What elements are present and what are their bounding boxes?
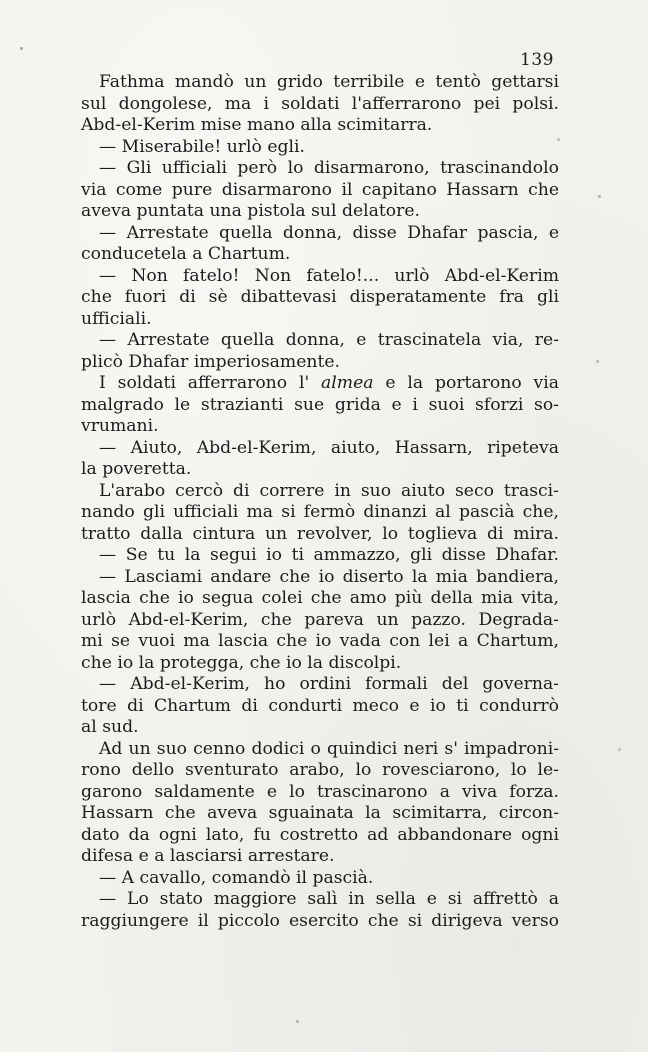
text-line: Ad un suo cenno dodici o quindici neri s' impadroni- [99,738,559,759]
text-line: garono saldamente e lo trascinarono a viva forza. [81,781,559,802]
paper-speck [598,195,601,198]
text-line: malgrado le strazianti sue grida e i suoi sforzi so- [81,394,559,415]
text-line: al sud. [81,717,139,737]
text-line: — Se tu la segui io ti ammazzo, gli disse Dhafar. [99,545,559,565]
text-line: — Abd-el-Kerim, ho ordini formali del governa- [99,674,559,694]
text-line: — Gli ufficiali però lo disarmarono, trascinandolo [99,158,559,178]
text-line: Abd-el-Kerim mise mano alla scimitarra. [81,115,433,135]
text-line: — Non fatelo! Non fatelo!... urlò Abd-el-Kerim [99,265,559,286]
text-line: — A cavallo, comandò il pascià. [99,867,374,888]
text-line: — Arrestate quella donna, disse Dhafar pascia, e [99,222,559,243]
text-line: — Lo stato maggiore salì in sella e si affrettò a [99,889,559,909]
text-line: L'arabo cercò di correre in suo aiuto seco trasci- [99,480,559,501]
text-line: Hassarn che aveva sguainata la scimitarra, circon- [81,803,559,823]
paper-speck [596,360,599,363]
text-line: che io la protegga, che io la discolpi. [81,652,402,673]
text-line: aveva puntata una pistola sul delatore. [81,201,420,221]
paper-speck [20,47,23,50]
text-line: vrumani. [81,416,159,436]
paper-speck [296,1020,299,1023]
paper-speck [557,138,560,141]
text-line: la poveretta. [81,459,192,479]
text-line: — Aiuto, Abd-el-Kerim, aiuto, Hassarn, ripeteva [99,437,559,458]
page-number: 139 [520,50,554,70]
text-line: — Miserabile! urlò egli. [99,136,305,157]
text-line: tore di Chartum di condurti meco e io ti condurrò [81,695,559,716]
text-line: Fathma mandò un grido terribile e tentò gettarsi [99,72,559,92]
text-line: urlò Abd-el-Kerim, che pareva un pazzo. Degrada- [81,609,559,630]
text-line: raggiungere il piccolo esercito che si dirigeva verso [81,910,559,931]
text-segment: e la portarono via [373,373,559,393]
text-line: lascia che io segua colei che amo più della mia vita, [81,588,559,608]
text-line: dato da ogni lato, fu costretto ad abbandonare ogni [81,824,559,845]
text-line: difesa e a lasciarsi arrestare. [81,846,335,866]
text-line: ufficiali. [81,308,152,329]
text-line: conducetela a Chartum. [81,244,291,264]
text-line: mi se vuoi ma lascia che io vada con lei a Chartum, [81,631,559,651]
text-line: — Lasciami andare che io diserto la mia bandiera, [99,566,559,587]
text-line: tratto dalla cintura un revolver, lo toglieva di mira. [81,523,559,544]
paper-speck [618,748,621,751]
text-line: — Arrestate quella donna, e trascinatela via, re- [99,330,559,350]
text-segment: I soldati afferrarono l' [99,373,322,393]
body-text [81,72,559,932]
text-line: plicò Dhafar imperiosamente. [81,351,340,372]
text-line: sul dongolese, ma i soldati l'afferrarono pei polsi. [81,93,559,114]
italic-word: almea [321,373,374,393]
text-line: che fuori di sè dibattevasi disperatamente fra gli [81,287,559,307]
text-line: nando gli ufficiali ma si fermò dinanzi al pascià che, [81,502,559,522]
text-line: rono dello sventurato arabo, lo rovesciarono, lo le- [81,760,559,780]
text-line: via come pure disarmarono il capitano Hassarn che [81,179,559,200]
text-line [81,373,559,395]
